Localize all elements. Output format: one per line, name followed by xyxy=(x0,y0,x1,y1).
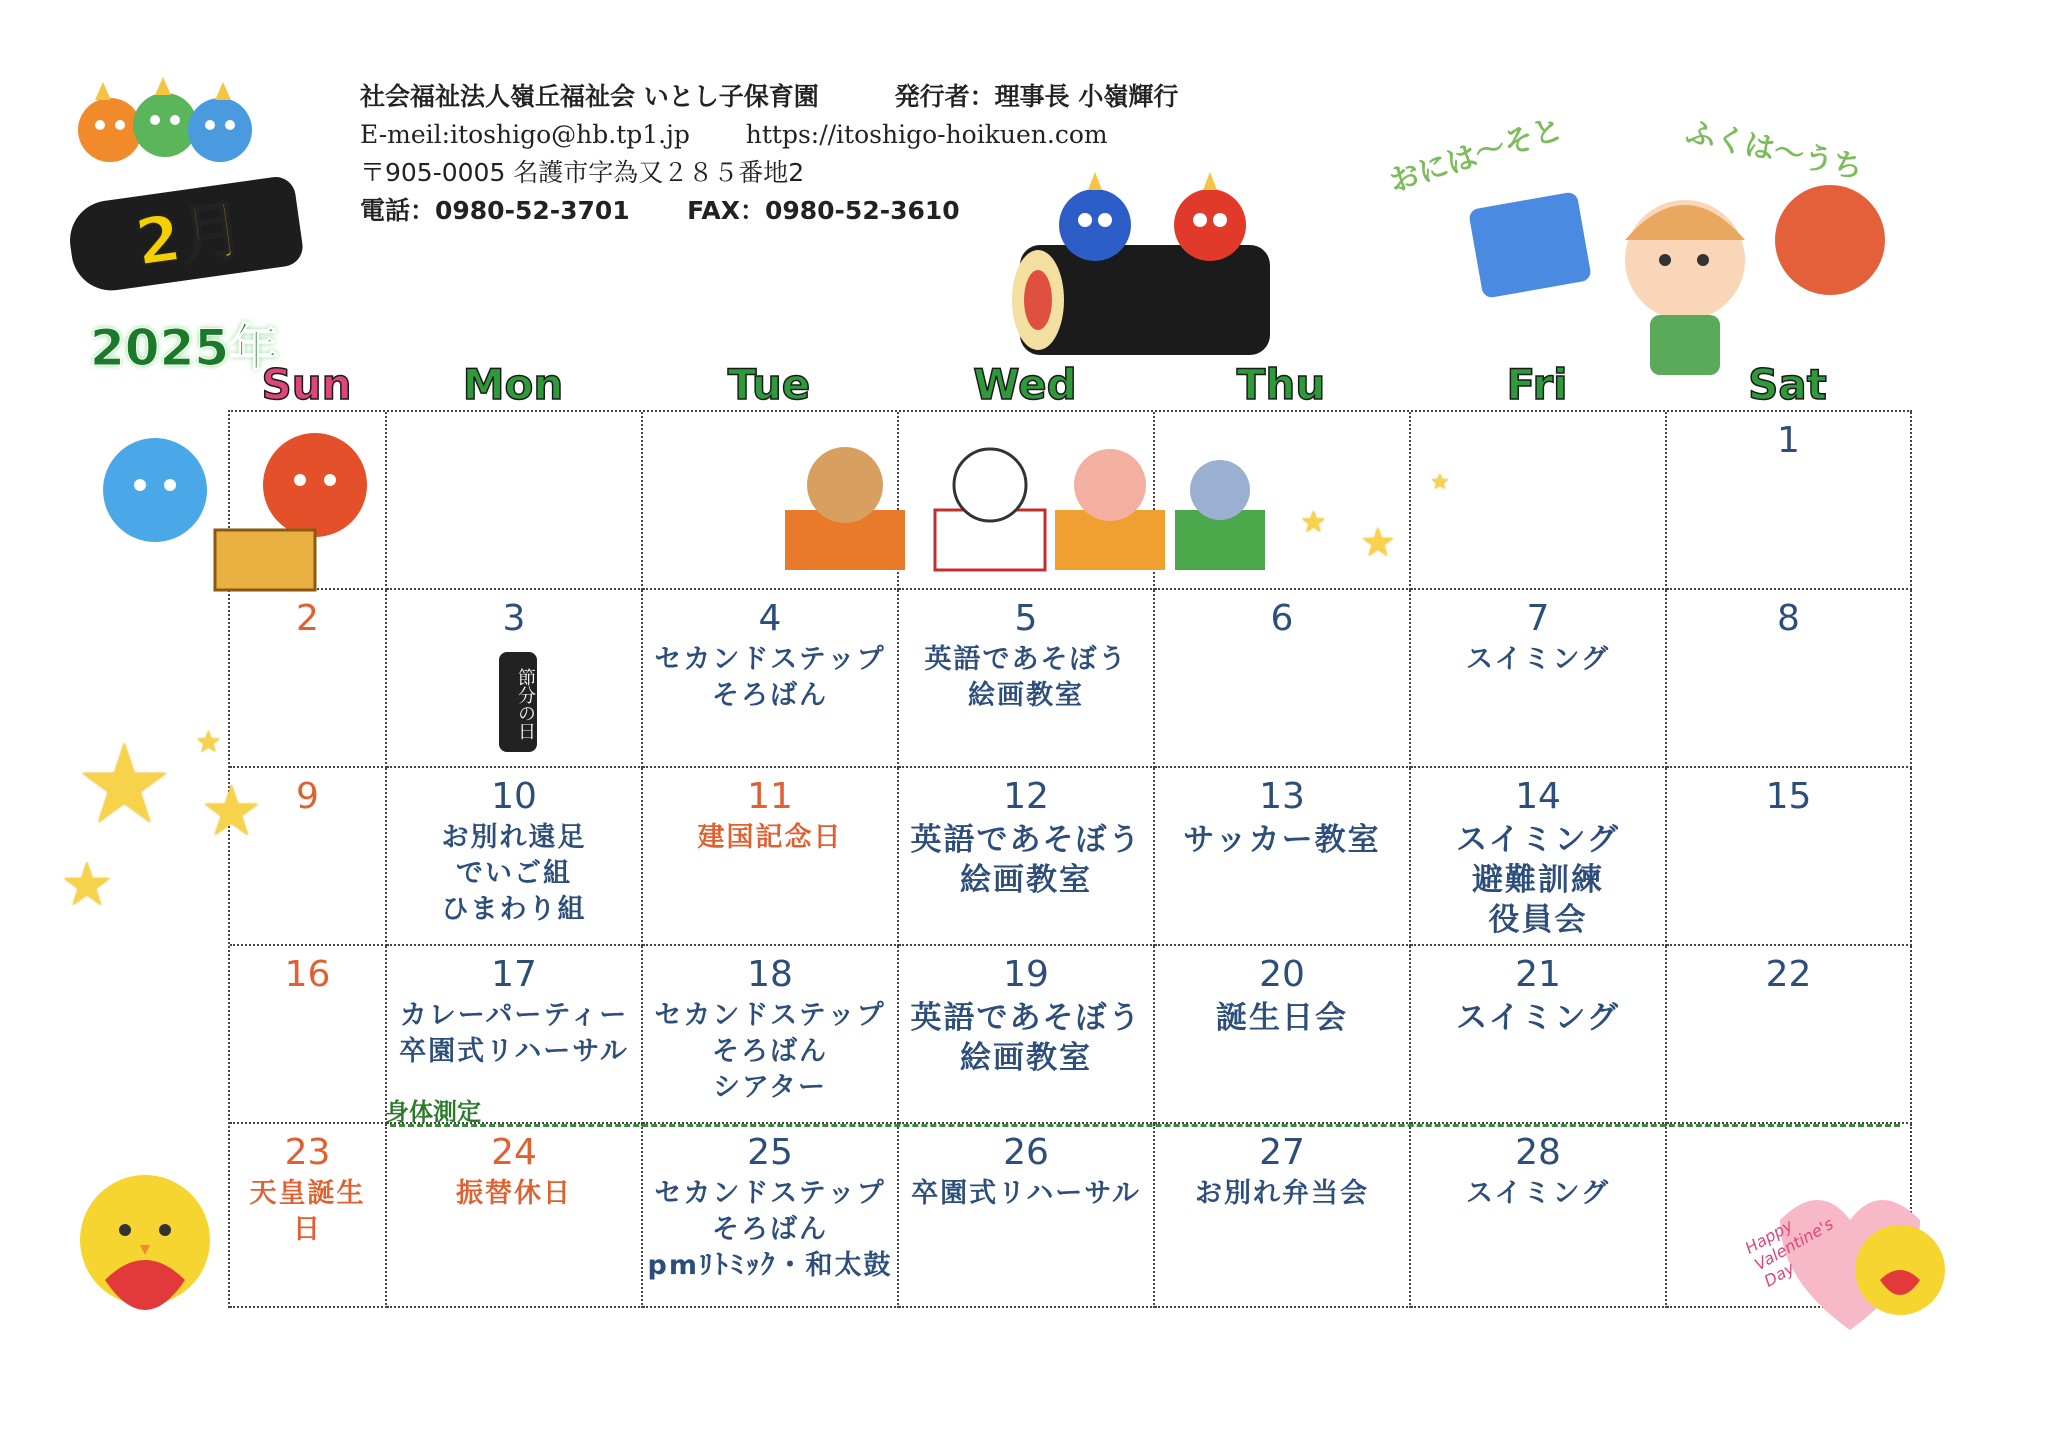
day-cell-1 xyxy=(1667,412,1912,590)
weekday-fri: Fri xyxy=(1506,360,1568,409)
day-number: 21 xyxy=(1515,954,1561,995)
day-number: 12 xyxy=(1003,776,1049,817)
address: 〒905-0005 名護市字為又２８５番地2 xyxy=(360,158,805,187)
event-item: 役員会 xyxy=(1488,902,1588,938)
oni-with-bean-box-illustration xyxy=(85,425,435,595)
day-cell-10 xyxy=(387,768,643,946)
day-number: 28 xyxy=(1515,1132,1561,1173)
day-number: 5 xyxy=(1014,598,1038,639)
star-icon: ★ xyxy=(1360,520,1396,566)
weekday-thu: Thu xyxy=(1236,360,1326,409)
day-number: 8 xyxy=(1777,598,1800,639)
day-events xyxy=(899,998,1153,1078)
day-cell-12 xyxy=(899,768,1155,946)
day-number: 25 xyxy=(747,1132,793,1173)
event-item: 卒園式リハーサル xyxy=(399,1036,629,1067)
event-item: カレーパーティー xyxy=(399,1000,629,1031)
empty-day-cell xyxy=(1411,412,1667,590)
day-events xyxy=(1155,998,1409,1038)
day-number: 17 xyxy=(491,954,537,995)
day-cell-13 xyxy=(1155,768,1411,946)
event-item: pmﾘﾄﾐｯｸ・和太鼓 xyxy=(647,1250,893,1281)
day-events xyxy=(899,820,1153,900)
event-item: スイミング xyxy=(1466,644,1610,675)
day-cell-20 xyxy=(1155,946,1411,1124)
day-cell-7 xyxy=(1411,590,1667,768)
event-item: スイミング xyxy=(1466,1178,1610,1209)
setsubun-day-label: 節分の日 xyxy=(515,668,536,740)
event-item: お別れ弁当会 xyxy=(1195,1178,1369,1209)
chick-with-heart-illustration xyxy=(65,1160,235,1350)
event-item: シアター xyxy=(712,1072,828,1103)
star-icon: ★ xyxy=(1430,470,1450,495)
star-face-icon: ★ xyxy=(200,770,263,852)
event-item: スイミング xyxy=(1456,822,1620,858)
day-number: 24 xyxy=(491,1132,537,1173)
fax: FAX：0980-52-3610 xyxy=(687,196,960,225)
event-item: 避難訓練 xyxy=(1472,862,1604,898)
day-events xyxy=(1155,1176,1409,1212)
day-number: 1 xyxy=(1777,420,1800,461)
weekday-mon: Mon xyxy=(462,360,564,409)
event-item: 誕生日会 xyxy=(1216,1000,1348,1036)
day-cell-4 xyxy=(643,590,899,768)
day-number: 22 xyxy=(1765,954,1812,995)
month-label: 2月 xyxy=(131,192,249,282)
setsubun-phrase-1: おには～そと xyxy=(1385,110,1568,200)
setsubun-day-badge xyxy=(499,652,537,752)
website-link[interactable]: https://itoshigo-hoikuen.com xyxy=(745,120,1108,149)
event-item: そろばん xyxy=(712,1214,828,1245)
animal-train-illustration xyxy=(775,425,1275,575)
day-cell-8 xyxy=(1667,590,1912,768)
year-label: 2025年 xyxy=(90,319,280,377)
day-number: 16 xyxy=(284,954,331,995)
day-number: 27 xyxy=(1259,1132,1305,1173)
day-number: 19 xyxy=(1003,954,1049,995)
star-icon: ★ xyxy=(1300,505,1327,540)
setsubun-phrase-2: ふくは～うち xyxy=(1682,114,1866,187)
event-item: そろばん xyxy=(712,680,828,711)
event-item: 英語であそぼう xyxy=(910,822,1142,858)
day-cell-22 xyxy=(1667,946,1912,1124)
event-item: 絵画教室 xyxy=(960,862,1092,898)
event-item: サッカー教室 xyxy=(1183,822,1381,858)
day-cell-11 xyxy=(643,768,899,946)
day-events xyxy=(1411,998,1665,1038)
day-number: 26 xyxy=(1003,1132,1049,1173)
event-item: 英語であそぼう xyxy=(924,644,1128,675)
day-cell-18 xyxy=(643,946,899,1124)
star-icon: ★ xyxy=(195,725,222,760)
weekday-tue: Tue xyxy=(727,360,811,409)
star-face-icon: ★ xyxy=(75,720,174,848)
weekday-sat: Sat xyxy=(1748,360,1827,409)
org-name: 社会福祉法人嶺丘福祉会 いとし子保育園 xyxy=(360,82,819,111)
month-badge xyxy=(70,175,300,285)
day-events xyxy=(230,1176,385,1248)
email: E-meil:itoshigo@hb.tp1.jp xyxy=(360,120,690,149)
event-item: 天皇誕生 xyxy=(249,1178,366,1209)
event-item: 振替休日 xyxy=(456,1178,572,1209)
phone: 電話：0980-52-3701 xyxy=(360,196,630,225)
body-measurement-label: 身体測定 xyxy=(385,1098,481,1126)
event-item: 英語であそぼう xyxy=(910,1000,1142,1036)
day-cell-14 xyxy=(1411,768,1667,946)
day-number: 13 xyxy=(1259,776,1305,817)
day-cell-19 xyxy=(899,946,1155,1124)
day-events xyxy=(1155,820,1409,860)
oni-trio-illustration xyxy=(55,70,325,190)
event-item: セカンドステップ xyxy=(654,1000,886,1031)
weekday-sun: Sun xyxy=(261,360,352,409)
day-cell-27 xyxy=(1155,1124,1411,1308)
day-number: 18 xyxy=(747,954,793,995)
day-cell-21 xyxy=(1411,946,1667,1124)
day-events xyxy=(899,642,1153,714)
day-number: 10 xyxy=(491,776,537,817)
event-item: セカンドステップ xyxy=(654,644,886,675)
event-item: セカンドステップ xyxy=(654,1178,886,1209)
valentine-text: Happy Valentine's Day xyxy=(1741,1213,1837,1291)
publisher: 発行者：理事長 小嶺輝行 xyxy=(894,82,1179,111)
event-item: 卒園式リハーサル xyxy=(911,1178,1141,1209)
day-cell-15 xyxy=(1667,768,1912,946)
event-item: ひまわり組 xyxy=(441,894,587,925)
event-item: スイミング xyxy=(1456,1000,1620,1036)
day-cell-23 xyxy=(230,1124,387,1308)
day-events xyxy=(387,820,641,928)
setsubun-illustration xyxy=(1385,90,1945,390)
day-cell-24 xyxy=(387,1124,643,1308)
day-number: 20 xyxy=(1259,954,1305,995)
day-events xyxy=(387,1176,641,1212)
day-number: 9 xyxy=(296,776,319,817)
day-cell-28 xyxy=(1411,1124,1667,1308)
day-number: 14 xyxy=(1515,776,1561,817)
day-events xyxy=(899,1176,1153,1212)
day-number: 23 xyxy=(284,1132,331,1173)
day-cell-3 xyxy=(387,590,643,768)
event-item: 絵画教室 xyxy=(968,680,1084,711)
event-item: 建国記念日 xyxy=(697,822,843,853)
day-cell-26 xyxy=(899,1124,1155,1308)
day-number: 7 xyxy=(1526,598,1550,639)
day-cell-16 xyxy=(230,946,387,1124)
day-number: 6 xyxy=(1270,598,1294,639)
day-events xyxy=(643,820,897,856)
day-cell-6 xyxy=(1155,590,1411,768)
day-events xyxy=(1411,820,1665,940)
event-item: お別れ遠足 xyxy=(441,822,587,853)
day-cell-5 xyxy=(899,590,1155,768)
star-icon: ★ xyxy=(60,850,114,920)
day-number: 11 xyxy=(747,776,793,817)
ehomaki-oni-illustration xyxy=(1000,165,1290,365)
day-number: 15 xyxy=(1765,776,1812,817)
day-cell-25 xyxy=(643,1124,899,1308)
event-item: そろばん xyxy=(712,1036,828,1067)
day-events xyxy=(643,642,897,714)
day-events xyxy=(1411,1176,1665,1212)
day-number: 2 xyxy=(296,598,319,639)
day-events xyxy=(643,1176,897,1284)
day-events xyxy=(1411,642,1665,678)
day-cell-2 xyxy=(230,590,387,768)
event-item: でいご組 xyxy=(456,858,572,889)
event-item: 日 xyxy=(293,1214,322,1245)
day-events xyxy=(387,998,641,1070)
child-throwing-beans-icon xyxy=(1445,150,1925,390)
day-number: 3 xyxy=(502,598,526,639)
measure-arrow-line xyxy=(390,1124,1900,1127)
day-number: 4 xyxy=(758,598,782,639)
day-events xyxy=(643,998,897,1106)
event-item: 絵画教室 xyxy=(960,1040,1092,1076)
weekday-wed: Wed xyxy=(973,360,1077,409)
